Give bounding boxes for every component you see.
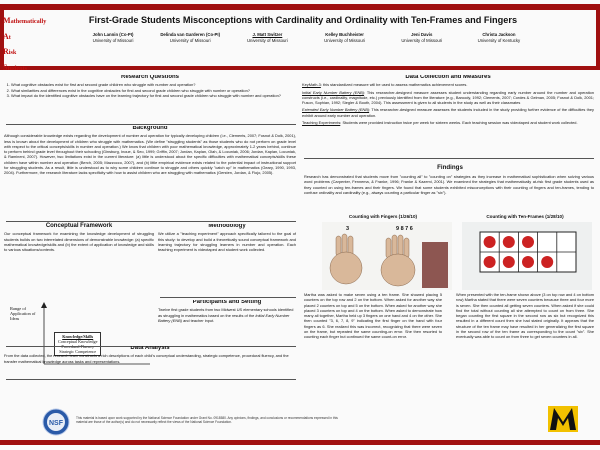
nsf-logo [42, 408, 70, 436]
section-heading: Background [132, 126, 168, 131]
author: John Lannin (Co-PI) University of Missouri [92, 32, 134, 43]
header-bar-top [0, 4, 600, 10]
svg-text:NSF: NSF [49, 420, 63, 427]
poster-title: First-Grade Students Misconceptions with Cardinality and Ordinality with Ten-Frames and Fingers [88, 15, 518, 25]
finger-count-label: 9 8 7 6 [396, 226, 413, 232]
background-text: Although considerable knowledge exists regarding the development of number and operation for typically developing children (i.e., Clements, 2007; Fosnot & Dolk, 2001), less is known about the development of children who struggle with mathematics. (We define "struggling students" as those students who do not perform on grade level with respect to the critical concepts/skills in number and operation.) We know that children with poor mathematical knowledge, approximately 1-2 years behind, continue to perform behind grade level throughout their schooling (Ginsburg, Inoue, & Seo, 1999; Griffin, 2007; Jordan, Kaplan, Olah, & Locuniak, 2006; Jordan, Kaplan, Locuniak, & Ramineni, 2007). However, two limitations exist in the current literature: (a) little is understood about the specific difficulties with mathematical concepts/skills these children have within number and operation (Berch, 2005; Mazzocco, 2007), and (b) little empirical evidence exists related to the potential impact of instructional support for struggling students. As a result, little is understood as to why some children continue to struggle and others quickly "catch up" in mathematics (Geary, 1990, 1993, 2004). Furthermore, the research literature lacks specificity with how to assist children who are struggling with mathematics (Gersten, Jordan, & Flojo, 2005). [4, 133, 296, 176]
divider [304, 158, 594, 159]
eenb-text: Extended Early Number Battery (ENB): This researcher-designed measure assesses the students included in the study providing further evidence of the difficulties they exhibit around early number and operation. [302, 107, 594, 118]
section-heading: Research Questions [120, 75, 180, 80]
ten-frame-illustration [462, 222, 592, 290]
fingers-photo [322, 222, 452, 290]
divider [6, 379, 296, 380]
ienb-text: Initial Early Number Battery (ENB): This researcher-designed measure assesses student understanding regarding early number around the number and operation constructs (i.e., cardinality, magnitude, etc.) previously identified from the literature (e.g., Baroody, 1992; Clements, 2007; Cordes & Gelman, 2005; Fosnot & Dolk, 2001; Fuson, Sophian, 1992; Siegler & Booth, 2004). This assessment is given to all students in the study as well as their classmates [302, 89, 594, 106]
footer-bar [0, 440, 600, 445]
findings-heading: Findings [437, 164, 463, 171]
acronym-line: At [3, 31, 11, 41]
acronym-line: Students [3, 62, 28, 72]
finger-count-label: 3 [346, 226, 350, 232]
participants-section [158, 300, 296, 342]
author-list [76, 32, 536, 44]
section-heading: Data Collection and Measures [405, 75, 491, 80]
axis-label: Range of Application of Ideas [10, 306, 36, 321]
mizzou-tiger-logo [546, 404, 580, 434]
fingers-story: Martha was asked to make seven using a ten frame. She showed placing 5 counters on the top row and 2 on the bottom. When asked for another way she placed 2 counters on top and 5 on the bottom. When asked for another way she placed 3 counters on top and 4 on the bottom. When asked to demonstrate how many all together, Martha held up 3 fingers on one hand and 4 on the other. She then counted "3, 6, 7, 8, 9" indicating the first finger on the hand with four fingers as 6. She realized this was incorrect, recognizing that there were seven on the frame, but repeated the same counting-on error. She then resorted to counting each finger but continued the same count-on error. [304, 292, 442, 340]
participants-text: Twelve first grade students from two Midwest US elementary schools identified as struggling in mathematics based on the results of the Initial Early Number Battery (ENB) and teacher input. [158, 307, 294, 323]
research-question: 2. What similarities and differences exist in the cognitive obstacles for first and second grade children who struggle with number or operation? [11, 88, 296, 93]
funding-note: This material is based upon work supported by the National Science Foundation under Grant No. 0918580. Any opinions, findings, and conclusions or recommendations expressed in this material are those of the author(s) and do not necessarily reflect the views of the National Science Foundation. [76, 416, 338, 424]
section-heading: Data Analysis [130, 346, 170, 351]
section-heading: Conceptual Framework [45, 223, 113, 229]
research-question: 1. What cognitive obstacles exist for first and second grade children who struggle with number and operation? [11, 82, 296, 87]
methodology-text: We utilize a "teaching experiment" approach specifically tailored to the goal of this study: to develop and build a theoretically sound conceptual framework and learning trajectory for struggling learners in number and operation. Each teaching experiment is videotaped and student work collected. [158, 231, 296, 253]
divider [6, 221, 296, 222]
keymath-text: KeyMath-3: this standardized measure will be used to assess mathematics achievement scores. [302, 82, 468, 88]
divider [160, 297, 296, 298]
teaching-experiments-text: Teaching Experiments: Students were provided instruction twice per week for sixteen weeks. Each teaching session was videotaped and student work collected. [302, 120, 578, 126]
data-analysis-text: From the data collected, the research team constructs a rich descriptions of each child's conceptual understanding, strategic competence, procedural fluency, and the transfer mathematical knowledge across tasks and representations. [4, 353, 289, 364]
acronym-line: Mathematically [3, 16, 47, 25]
header-bar-right [596, 4, 600, 70]
author: J. Matt Switzer University of Missouri [246, 32, 288, 43]
knowledge-skills-box: Knowledge/Skills Conceptual Knowledge Procedural Fluency Strategic Competence [54, 332, 101, 356]
author: Jeni Davis University of Missouri [401, 32, 443, 43]
methodology-section [158, 224, 296, 296]
findings-text: Research has demonstrated that students move from "counting all" to "counting on" strategies as they increase in mathematical sophistication when solving various word problems (Carpenter, Fennema, & Franke, 1996; Franke & Kazemi, 2001). We examined the strategies that mathematically at-risk first grade students used as they counted on using ten-frames and their fingers. We found that some students exhibited misconceptions with their counting of fingers and ten-frames, tending to confuse ordinality and cardinality (e.g., always counting a particular finger as "six"). [304, 174, 594, 195]
acronym-logo [3, 17, 61, 83]
background-section [4, 126, 296, 218]
tenframe-story: When presented with the ten-frame shown above (3 on top row and 4 on bottom row) Martha stated that there were seven counters because three and four more is seven. She then counted all getting seven counters. When asked if she could find the total without counting all she attempted to count on from three. She began counting the first square in the second row as six but recognized this resulted in a different count then she had stated originally. It appears that the structure of the ten frame may have resulted in her generalizing the first square in the second row of the ten frame as corresponding to the count "six". She eventually was able to count on from three to get seven counters in all. [456, 292, 594, 340]
hands-illustration [322, 222, 452, 290]
tenframe-photo [462, 222, 592, 290]
tenframe-caption: Counting with Ten-Frames (1/28/10) [486, 214, 564, 219]
section-heading: Participants and Setting [192, 300, 262, 305]
section-heading: Methodology [208, 224, 246, 229]
author: Delinda van Garderen (Co-PI) University of Missouri [160, 32, 221, 43]
author: Christa Jackson University of Kentucky [477, 32, 521, 43]
fingers-caption: Counting with Fingers (1/26/10) [348, 214, 418, 219]
acronym-line: Risk [3, 47, 17, 56]
framework-text: Our conceptual framework for examining the knowledge development of struggling students builds on two interrelated dimensions of demonstrable knowledge: (a) specific mathematical knowledge/skills and (b) the extent of application of knowledge and skills to various situations/contexts. [4, 231, 154, 253]
research-question: 3. What impact do the identified cognitive obstacles have on the learning trajectory for first and second grade children who struggle with number and operation? [11, 93, 296, 98]
research-questions-section [4, 75, 296, 125]
author: Kelley Buchheister University of Missouri [324, 32, 365, 43]
data-analysis-section [4, 346, 296, 378]
divider [6, 124, 296, 125]
data-collection-section [302, 75, 594, 159]
